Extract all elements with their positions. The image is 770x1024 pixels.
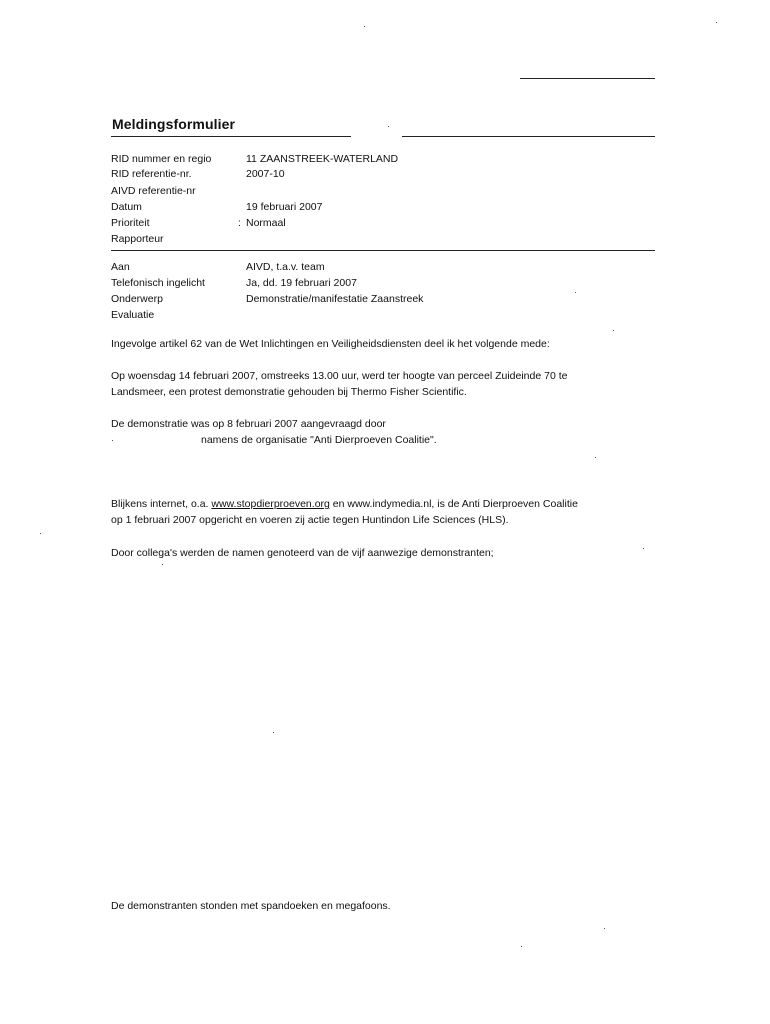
- scan-speck: [613, 330, 614, 331]
- title-underline-left: [111, 136, 351, 137]
- field-value: 19 februari 2007: [246, 201, 323, 213]
- field-label: RID nummer en regio: [111, 153, 212, 165]
- field-label: Telefonisch ingelicht: [111, 277, 205, 289]
- section-divider: [111, 250, 655, 251]
- scan-speck: [112, 440, 113, 441]
- top-right-line: [520, 78, 655, 79]
- field-colon: :: [238, 217, 241, 229]
- field-value: AIVD, t.a.v. team: [246, 261, 325, 273]
- field-value: 2007-10: [246, 168, 285, 180]
- scan-speck: [575, 292, 576, 293]
- paragraph-2-line-2: namens de organisatie "Anti Dierproeven Coalitie".: [201, 434, 437, 446]
- scan-speck: [595, 457, 596, 458]
- paragraph-1-line-2: Landsmeer, een protest demonstratie gehouden bij Thermo Fisher Scientific.: [111, 386, 467, 398]
- field-value: Demonstratie/manifestatie Zaanstreek: [246, 293, 424, 305]
- paragraph-5: De demonstranten stonden met spandoeken en megafoons.: [111, 900, 391, 912]
- intro-paragraph: Ingevolge artikel 62 van de Wet Inlichtingen en Veiligheidsdiensten deel ik het volgende mede:: [111, 338, 550, 350]
- paragraph-2-line-1: De demonstratie was op 8 februari 2007 aangevraagd door: [111, 418, 386, 430]
- stopdierproeven-link[interactable]: www.stopdierproeven.org: [211, 498, 330, 510]
- title-underline-right: [402, 136, 655, 137]
- field-value: Ja, dd. 19 februari 2007: [246, 277, 357, 289]
- scan-speck: [162, 564, 163, 565]
- field-label: Datum: [111, 201, 142, 213]
- scan-speck: [273, 732, 274, 733]
- scan-speck: [716, 22, 717, 23]
- scan-speck: [388, 126, 389, 127]
- paragraph-3-line-2: op 1 februari 2007 opgericht en voeren zij actie tegen Huntindon Life Sciences (HLS).: [111, 514, 509, 526]
- paragraph-3-line-1: [111, 496, 661, 512]
- field-label: Prioriteit: [111, 217, 150, 229]
- field-label: AIVD referentie-nr: [111, 185, 196, 197]
- scan-speck: [40, 533, 41, 534]
- field-value: Normaal: [246, 217, 286, 229]
- paragraph-3-text-pre: Blijkens internet, o.a.: [111, 498, 212, 510]
- field-label: Aan: [111, 261, 130, 273]
- paragraph-3-text-post: en www.indymedia.nl, is de Anti Dierproeven Coalitie: [329, 498, 578, 510]
- scan-speck: [604, 928, 605, 929]
- scan-speck: [364, 26, 365, 27]
- page-title: Meldingsformulier: [112, 116, 236, 132]
- field-value: 11 ZAANSTREEK-WATERLAND: [246, 153, 399, 165]
- field-label: RID referentie-nr.: [111, 168, 192, 180]
- paragraph-4: Door collega's werden de namen genoteerd van de vijf aanwezige demonstranten;: [111, 547, 494, 559]
- scan-speck: [521, 946, 522, 947]
- paragraph-1-line-1: Op woensdag 14 februari 2007, omstreeks 13.00 uur, werd ter hoogte van perceel Zuideinde 70 te: [111, 370, 568, 382]
- field-label: Evaluatie: [111, 309, 155, 321]
- scan-speck: [643, 548, 644, 549]
- field-label: Onderwerp: [111, 293, 163, 305]
- field-label: Rapporteur: [111, 233, 164, 245]
